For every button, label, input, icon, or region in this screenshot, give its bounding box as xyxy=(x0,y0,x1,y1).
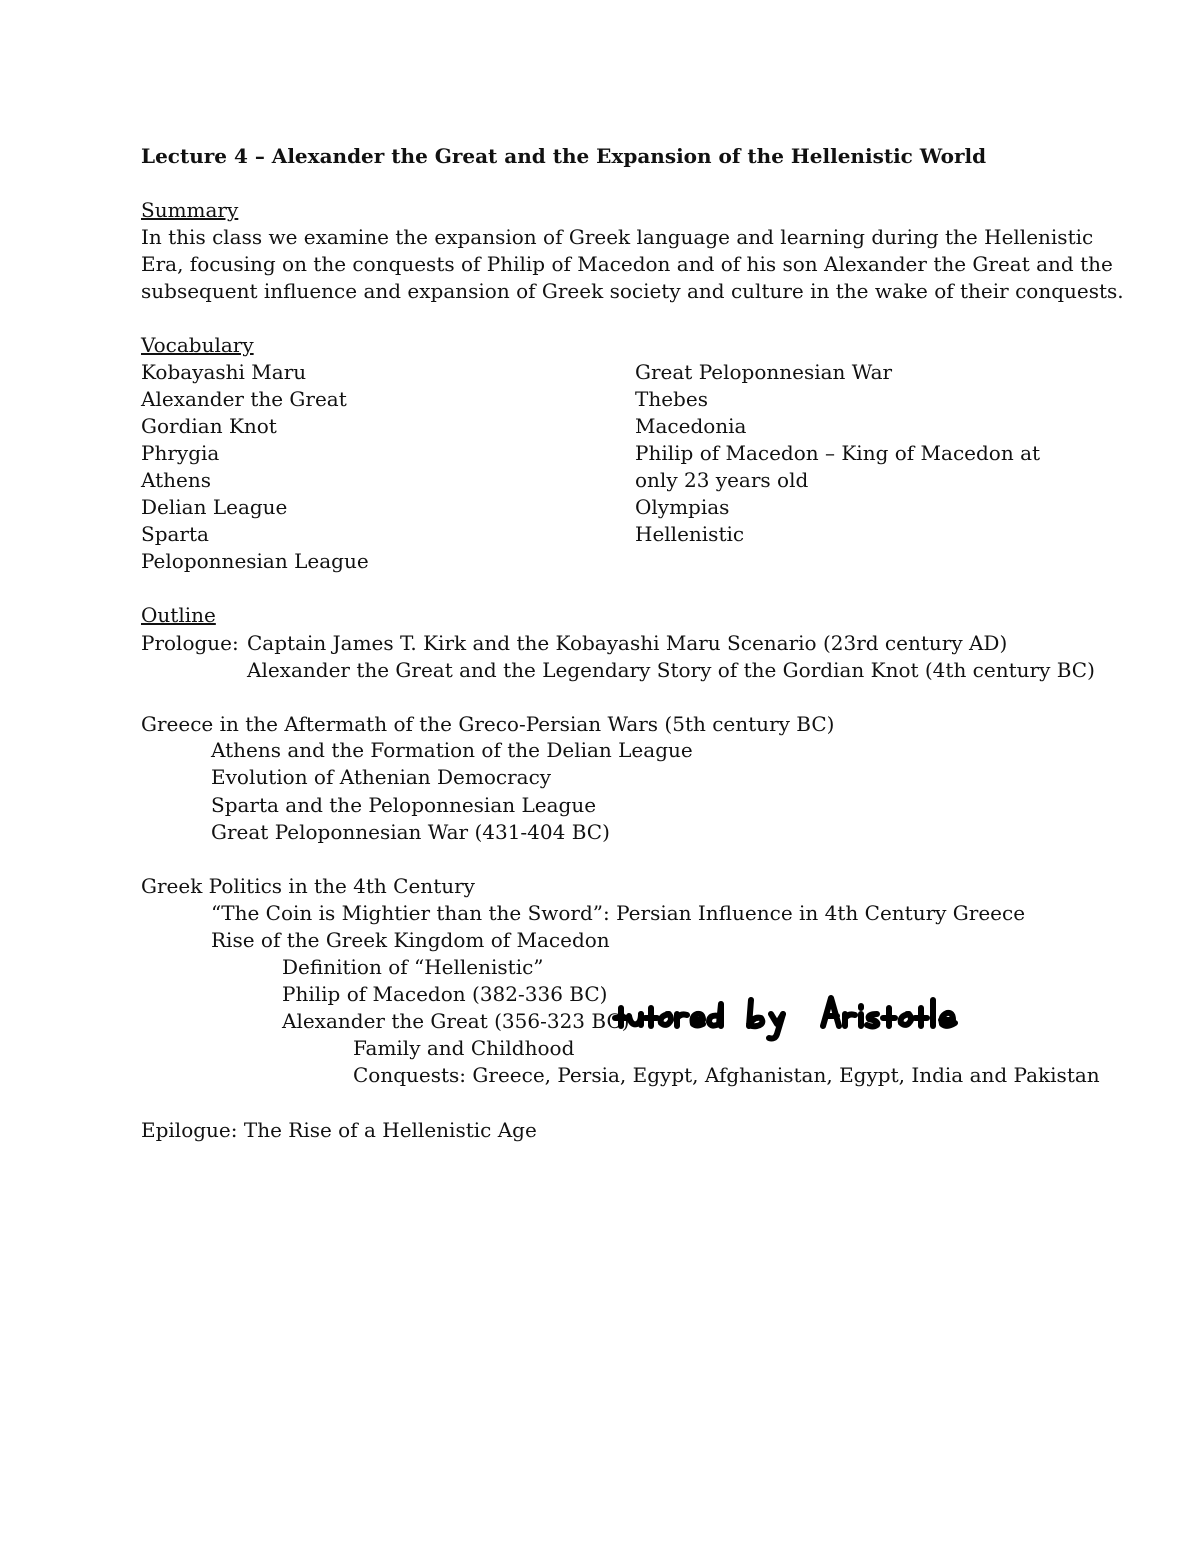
vocab-term: Sparta xyxy=(141,522,209,546)
vocab-term: Gordian Knot xyxy=(141,414,277,438)
outline-sub-sub-item: Family and Childhood xyxy=(353,1036,575,1060)
vocab-term: only 23 years old xyxy=(635,468,809,492)
vocab-term: Athens xyxy=(141,468,211,492)
outline-sub-item: Definition of “Hellenistic” xyxy=(282,955,544,979)
prologue-item: Alexander the Great and the Legendary Story of the Gordian Knot (4th century BC) xyxy=(247,658,1095,682)
vocab-term: Phrygia xyxy=(141,441,220,465)
summary-line: In this class we examine the expansion of Greek language and learning during the Hellenistic xyxy=(141,225,1094,249)
vocabulary-heading: Vocabulary xyxy=(141,333,254,357)
vocab-term: Peloponnesian League xyxy=(141,549,369,573)
epilogue: Epilogue: The Rise of a Hellenistic Age xyxy=(141,1118,537,1142)
outline-item: Athens and the Formation of the Delian League xyxy=(211,738,693,762)
summary-heading: Summary xyxy=(141,198,239,222)
outline-item: Great Peloponnesian War (431-404 BC) xyxy=(211,820,610,844)
vocab-term: Olympias xyxy=(635,495,730,519)
summary-line: Era, focusing on the conquests of Philip of Macedon and of his son Alexander the Great and the xyxy=(141,252,1113,276)
outline-heading: Outline xyxy=(141,603,216,627)
summary-line: subsequent influence and expansion of Greek society and culture in the wake of their conquests. xyxy=(141,279,1124,303)
handwritten-annotation xyxy=(611,992,961,1042)
outline-sub-sub-item: Conquests: Greece, Persia, Egypt, Afghanistan, Egypt, India and Pakistan xyxy=(353,1063,1100,1087)
outline-sub-item: Alexander the Great (356-323 BC) xyxy=(282,1009,630,1033)
vocab-term: Alexander the Great xyxy=(141,387,347,411)
lecture-title: Lecture 4 – Alexander the Great and the Expansion of the Hellenistic World xyxy=(141,144,987,168)
vocab-term: Kobayashi Maru xyxy=(141,360,307,384)
outline-item: Evolution of Athenian Democracy xyxy=(211,765,552,789)
prologue-item: Captain James T. Kirk and the Kobayashi Maru Scenario (23rd century AD) xyxy=(247,631,1008,655)
prologue-label: Prologue: xyxy=(141,631,239,655)
vocab-term: Philip of Macedon – King of Macedon at xyxy=(635,441,1041,465)
outline-section-title: Greece in the Aftermath of the Greco-Persian Wars (5th century BC) xyxy=(141,712,835,736)
vocab-term: Great Peloponnesian War xyxy=(635,360,893,384)
outline-sub-item: Philip of Macedon (382-336 BC) xyxy=(282,982,608,1006)
vocab-term: Macedonia xyxy=(635,414,747,438)
vocab-term: Thebes xyxy=(635,387,708,411)
vocab-term: Delian League xyxy=(141,495,288,519)
outline-item: Sparta and the Peloponnesian League xyxy=(211,793,597,817)
vocab-term: Hellenistic xyxy=(635,522,745,546)
outline-section-title: Greek Politics in the 4th Century xyxy=(141,874,475,898)
outline-item: Rise of the Greek Kingdom of Macedon xyxy=(211,928,610,952)
outline-item: “The Coin is Mightier than the Sword”: Persian Influence in 4th Century Greece xyxy=(211,901,1026,925)
